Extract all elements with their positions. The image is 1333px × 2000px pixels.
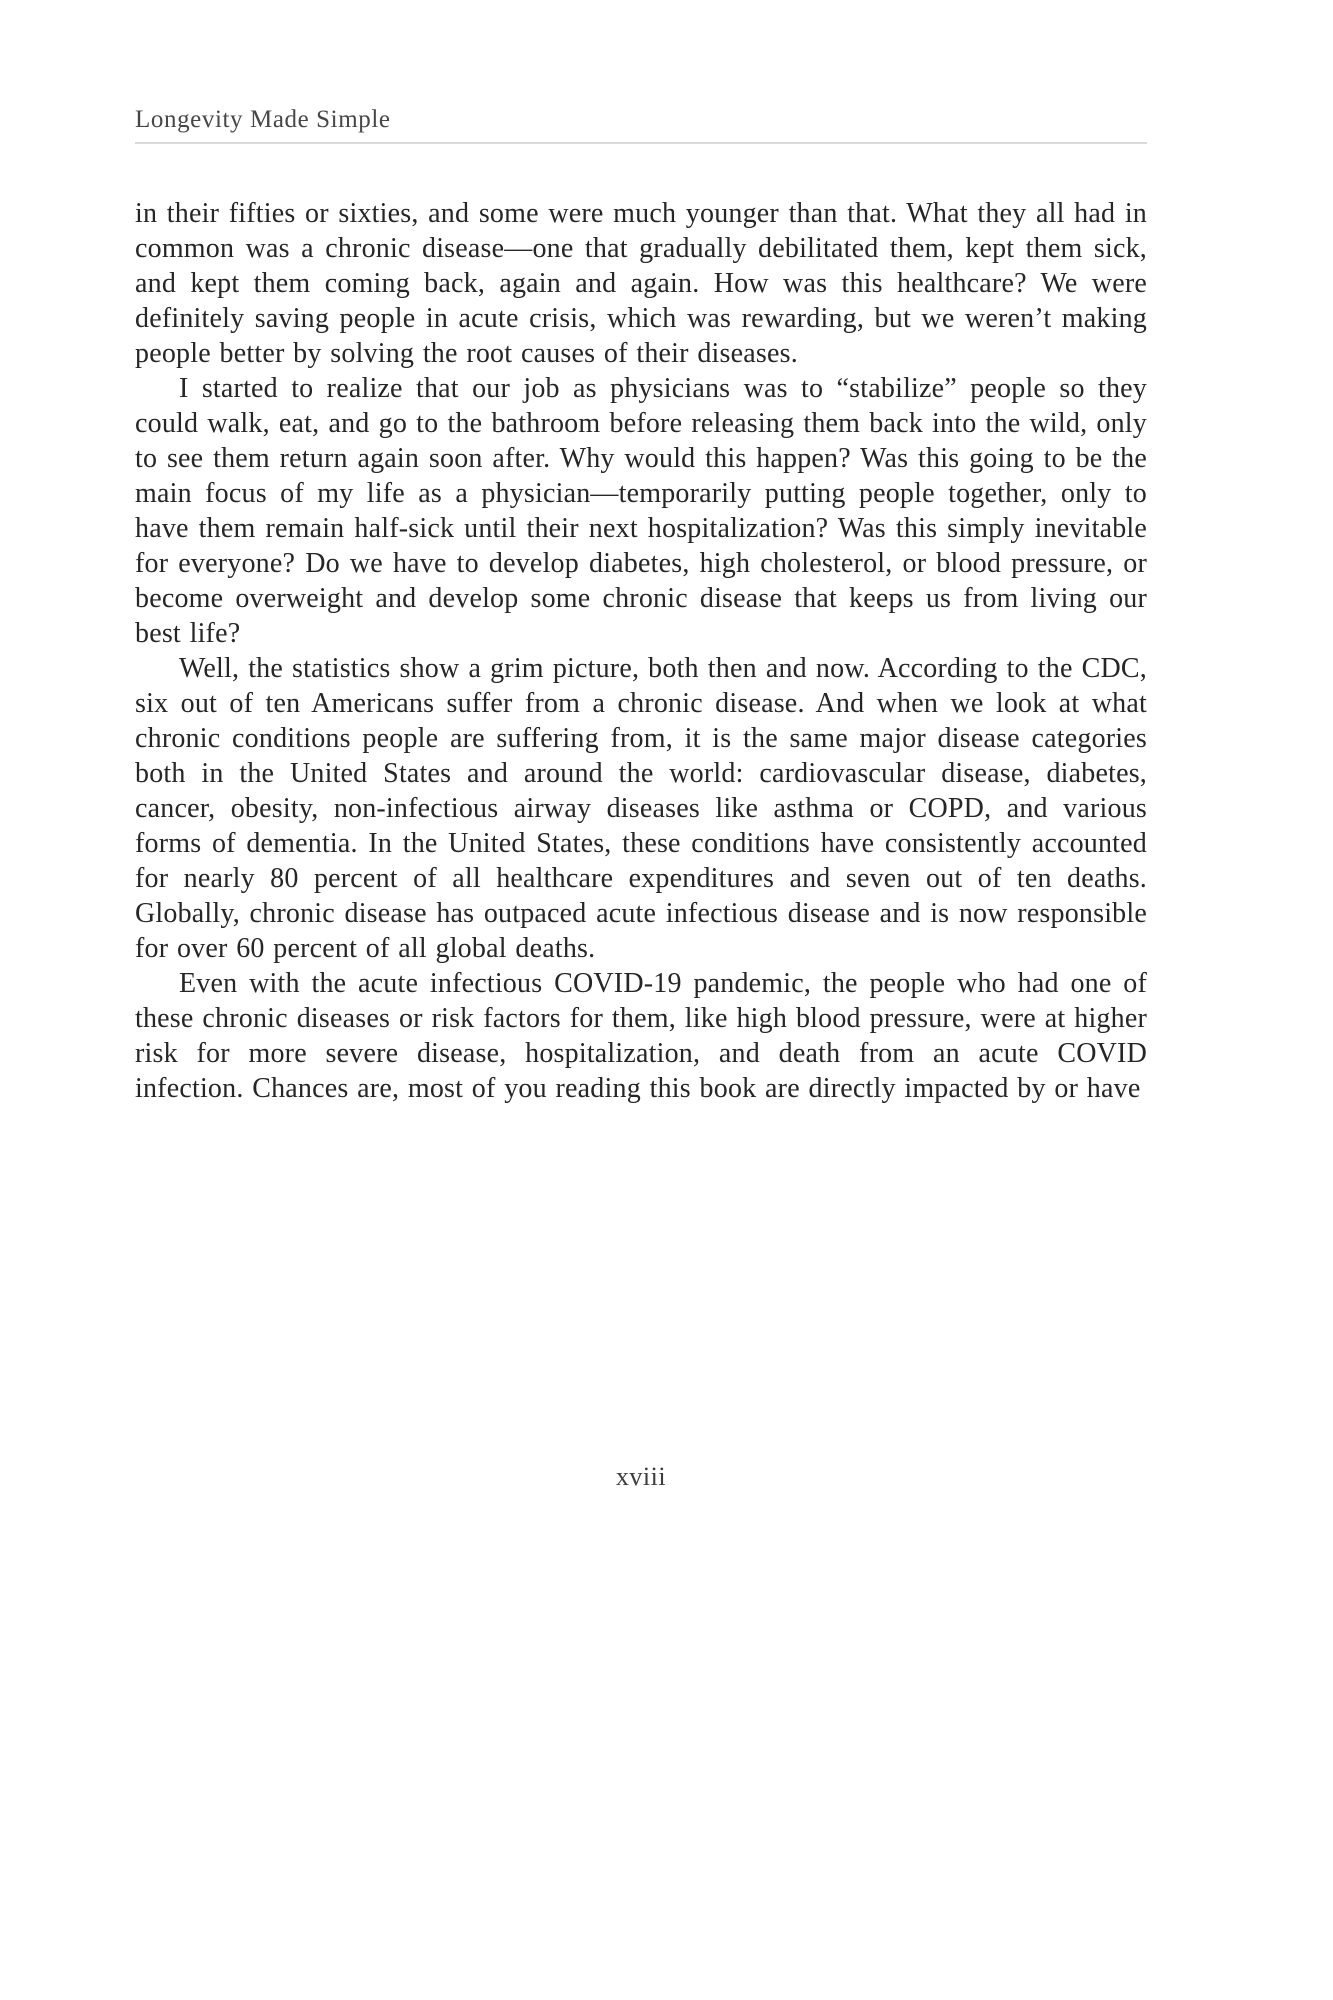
- running-header: Longevity Made Simple: [135, 106, 391, 133]
- header-rule: [135, 142, 1147, 144]
- body-text: [135, 196, 1147, 1106]
- paragraph: Even with the acute infectious COVID-19 pandemic, the people who had one of these chronic diseases or risk factors for them, like high blood pressure, were at higher risk for more severe disease, hospitalization, and death from an acute COVID infection. Chances are, most of you reading this book are directly impacted by or have: [135, 968, 1147, 1104]
- paragraph: I started to realize that our job as physicians was to “stabilize” people so they could walk, eat, and go to the bathroom before releasing them back into the wild, only to see them return again soon after. Why would this happen? Was this going to be the main focus of my life as a physician—temporarily putting people together, only to have them remain half-sick until their next hospitalization? Was this simply inevitable for everyone? Do we have to develop diabetes, high cholesterol, or blood pressure, or become overweight and develop some chronic disease that keeps us from living our best life?: [135, 373, 1147, 649]
- page-number: xviii: [615, 1462, 667, 1491]
- paragraph: in their fifties or sixties, and some were much younger than that. What they all had in common was a chronic disease—one that gradually debilitated them, kept them sick, and kept them coming back, again and again. How was this healthcare? We were definitely saving people in acute crisis, which was rewarding, but we weren’t making people better by solving the root causes of their diseases.: [135, 198, 1147, 369]
- paragraph: Well, the statistics show a grim picture, both then and now. According to the CDC, six out of ten Americans suffer from a chronic disease. And when we look at what chronic conditions people are suffering from, it is the same major disease categories both in the United States and around the world: cardiovascular disease, diabetes, cancer, obesity, non-infectious airway diseases like asthma or COPD, and various forms of dementia. In the United States, these conditions have consistently accounted for nearly 80 percent of all healthcare expenditures and seven out of ten deaths. Globally, chronic disease has outpaced acute infectious disease and is now responsible for over 60 percent of all global deaths.: [135, 653, 1147, 964]
- book-page: [135, 0, 1147, 2000]
